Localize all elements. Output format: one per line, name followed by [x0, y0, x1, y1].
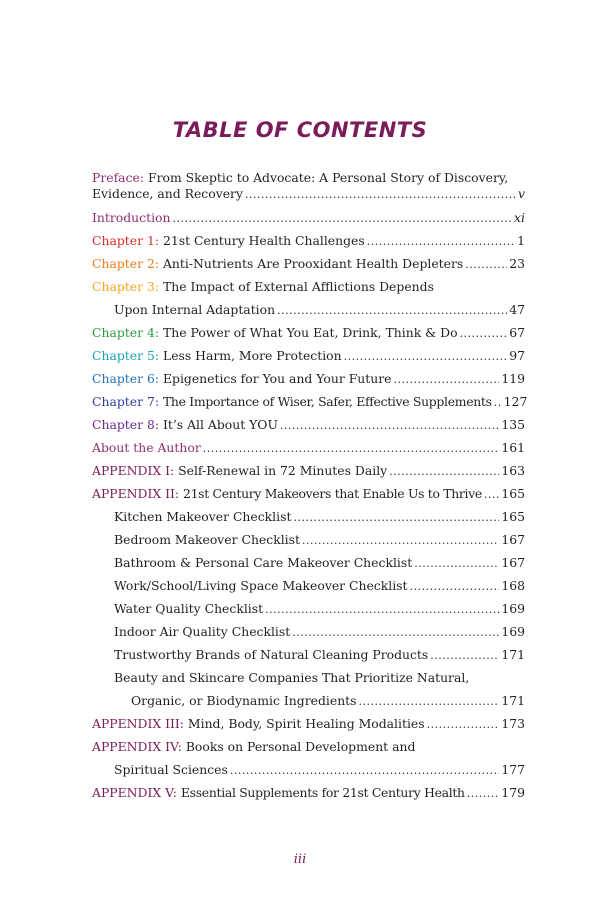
- leader-dots: [494, 393, 502, 413]
- toc-page-number: 119: [501, 371, 525, 386]
- toc-label: APPENDIX III:: [92, 716, 184, 731]
- toc-page-number: 67: [509, 325, 525, 340]
- toc-subentry[interactable]: [114, 599, 525, 619]
- toc-text: Essential Supplements for 21st Century Health: [180, 785, 465, 800]
- leader-dots: [172, 209, 512, 229]
- toc-page-number: 167: [501, 532, 525, 547]
- toc-text: Water Quality Checklist: [114, 601, 264, 616]
- toc-entry-appendix-4-cont[interactable]: [114, 760, 525, 780]
- toc-page-number: 135: [501, 417, 525, 432]
- toc-label: Chapter 7:: [92, 394, 160, 409]
- toc-label: APPENDIX II:: [92, 486, 180, 501]
- toc-page-number: xi: [514, 210, 525, 225]
- leader-dots: [465, 255, 507, 275]
- page-title: TABLE OF CONTENTS: [172, 118, 428, 142]
- leader-dots: [367, 232, 515, 252]
- toc-text: Epigenetics for You and Your Future: [162, 371, 392, 386]
- toc-text: Bedroom Makeover Checklist: [114, 532, 300, 547]
- toc-entry-chapter-3[interactable]: [92, 277, 434, 297]
- toc-label: APPENDIX V:: [92, 785, 177, 800]
- toc-page-number: v: [518, 186, 525, 201]
- toc-text: The Impact of External Afflictions Depends: [162, 279, 434, 294]
- leader-dots: [277, 301, 507, 321]
- toc-text: Upon Internal Adaptation: [114, 302, 276, 317]
- toc-subentry[interactable]: [114, 668, 469, 688]
- toc-entry-chapter-6[interactable]: [92, 369, 525, 389]
- toc-text: Beauty and Skincare Companies That Prioritize Natural,: [114, 670, 470, 685]
- toc-entry-introduction[interactable]: [92, 208, 525, 228]
- toc-subentry[interactable]: [114, 576, 525, 596]
- toc-label: Chapter 4:: [92, 325, 160, 340]
- leader-dots: [414, 554, 499, 574]
- toc-text: Spiritual Sciences: [114, 762, 228, 777]
- toc-label: Chapter 5:: [92, 348, 160, 363]
- toc-text: Evidence, and Recovery: [92, 186, 243, 201]
- toc-text: Mind, Body, Spirit Healing Modalities: [187, 716, 425, 731]
- toc-entry-chapter-3-cont[interactable]: [114, 300, 525, 320]
- toc-text: The Power of What You Eat, Drink, Think & Do: [162, 325, 458, 340]
- toc-page-number: 23: [509, 256, 525, 271]
- toc-page-number: 167: [501, 555, 525, 570]
- leader-dots: [430, 646, 499, 666]
- page-number-footer: iii: [293, 852, 307, 867]
- toc-label: Chapter 3:: [92, 279, 160, 294]
- leader-dots: [293, 508, 499, 528]
- leader-dots: [427, 715, 500, 735]
- toc-subentry[interactable]: [114, 507, 525, 527]
- toc-page-number: 177: [501, 762, 525, 777]
- toc-entry-appendix-3[interactable]: [92, 714, 525, 734]
- toc-entry-chapter-7[interactable]: [92, 392, 528, 412]
- toc-text: Self-Renewal in 72 Minutes Daily: [178, 463, 388, 478]
- toc-text: Books on Personal Development and: [185, 739, 416, 754]
- toc-page-number: 127: [503, 394, 528, 409]
- toc-label: Chapter 8:: [92, 417, 160, 432]
- toc-text: From Skeptic to Advocate: A Personal Story of Discovery,: [147, 170, 509, 185]
- toc-subentry[interactable]: [114, 645, 525, 665]
- toc-entry-chapter-1[interactable]: [92, 231, 525, 251]
- toc-text: Anti-Nutrients Are Prooxidant Health Depleters: [162, 256, 464, 271]
- toc-page-number: 169: [501, 601, 525, 616]
- toc-entry-chapter-8[interactable]: [92, 415, 525, 435]
- leader-dots: [460, 324, 508, 344]
- toc-page-number: 161: [501, 440, 525, 455]
- toc-entry-appendix-4[interactable]: [92, 737, 415, 757]
- toc-page-number: 171: [501, 693, 525, 708]
- leader-dots: [203, 439, 500, 459]
- leader-dots: [230, 761, 499, 781]
- toc-page-number: 97: [509, 348, 525, 363]
- toc-subentry[interactable]: [114, 553, 525, 573]
- toc-label: Preface:: [92, 170, 145, 185]
- toc-text: It’s All About YOU: [162, 417, 278, 432]
- leader-dots: [302, 531, 499, 551]
- leader-dots: [292, 623, 499, 643]
- toc-label: About the Author: [92, 440, 201, 455]
- toc-text: Work/School/Living Space Makeover Checklist: [114, 578, 408, 593]
- leader-dots: [344, 347, 508, 367]
- toc-text: The Importance of Wiser, Safer, Effective Supplements: [162, 394, 492, 409]
- toc-page-number: 171: [501, 647, 525, 662]
- toc-label: APPENDIX IV:: [92, 739, 182, 754]
- toc-text: Organic, or Biodynamic Ingredients: [131, 693, 357, 708]
- toc-page-number: 165: [501, 486, 525, 501]
- toc-label: APPENDIX I:: [92, 463, 175, 478]
- leader-dots: [389, 462, 499, 482]
- toc-page-number: 47: [509, 302, 525, 317]
- leader-dots: [394, 370, 500, 390]
- toc-label: Chapter 2:: [92, 256, 160, 271]
- toc-subentry[interactable]: [114, 622, 525, 642]
- leader-dots: [484, 485, 499, 505]
- toc-text: Indoor Air Quality Checklist: [114, 624, 291, 639]
- toc-subentry-cont[interactable]: [131, 691, 525, 711]
- toc-text: 21st Century Health Challenges: [162, 233, 365, 248]
- toc-text: Less Harm, More Protection: [162, 348, 342, 363]
- toc-text: Trustworthy Brands of Natural Cleaning Products: [114, 647, 429, 662]
- toc-label: Chapter 1:: [92, 233, 160, 248]
- leader-dots: [280, 416, 499, 436]
- toc-page-number: 179: [501, 785, 525, 800]
- toc-page-number: 163: [501, 463, 525, 478]
- toc-label: Introduction: [92, 210, 171, 225]
- leader-dots: [265, 600, 499, 620]
- toc-entry-chapter-2[interactable]: [92, 254, 525, 274]
- toc-entry-chapter-5[interactable]: [92, 346, 525, 366]
- toc-page-number: 169: [501, 624, 525, 639]
- toc-text: Kitchen Makeover Checklist: [114, 509, 292, 524]
- toc-page-number: 1: [517, 233, 525, 248]
- toc-entry-about-author[interactable]: [92, 438, 525, 458]
- toc-subentry[interactable]: [114, 530, 525, 550]
- toc-entry-appendix-5[interactable]: [92, 783, 525, 803]
- toc-page-number: 168: [501, 578, 525, 593]
- toc-text: Bathroom & Personal Care Makeover Checklist: [114, 555, 413, 570]
- toc-entry-appendix-2[interactable]: [92, 484, 525, 504]
- toc-page-number: 173: [501, 716, 525, 731]
- toc-entry-chapter-4[interactable]: [92, 323, 525, 343]
- leader-dots: [359, 692, 500, 712]
- leader-dots: [410, 577, 500, 597]
- toc-text: 21st Century Makeovers that Enable Us to Thrive: [183, 486, 482, 501]
- leader-dots: [467, 784, 500, 804]
- toc-page-number: 165: [501, 509, 525, 524]
- toc-label: Chapter 6:: [92, 371, 160, 386]
- toc-entry-appendix-1[interactable]: [92, 461, 525, 481]
